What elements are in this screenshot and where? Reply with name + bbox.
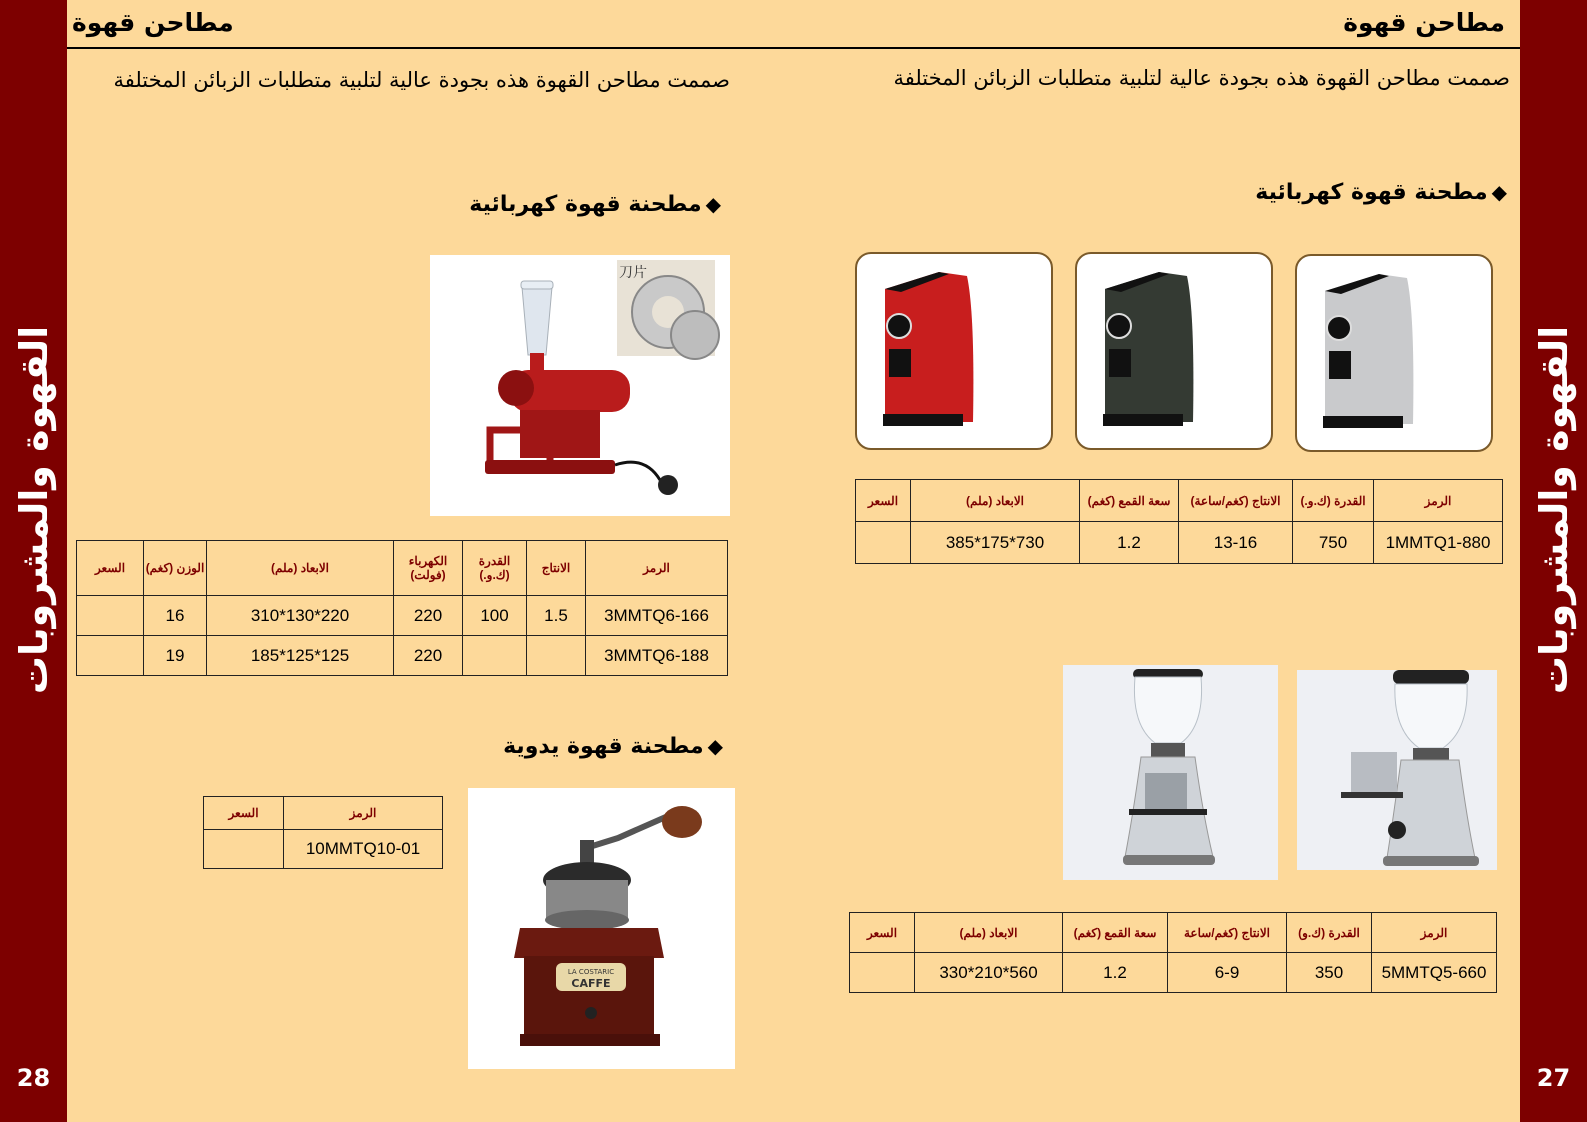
table-header: الابعاد (ملم) (915, 913, 1063, 953)
table-cell: 730*175*385 (911, 522, 1080, 564)
table-cell: 100 (463, 596, 527, 636)
black-grinder-card (1075, 252, 1273, 450)
table-header: السعر (856, 480, 911, 522)
table-cell: 6-9 (1168, 953, 1287, 993)
table-cell: 220 (394, 636, 463, 676)
left-electric-heading: ◆مطحنة قهوة كهربائية (469, 192, 721, 217)
table-row (856, 522, 1503, 564)
table-header: الوزن (كغم) (144, 541, 207, 596)
table-cell: 1MMTQ1-880 (1374, 522, 1503, 564)
table-cell: 220 (394, 596, 463, 636)
left-electric-table (76, 540, 728, 676)
table-header: القدرة (ك.و) (1287, 913, 1372, 953)
left-manual-table (203, 796, 443, 869)
left-header-title: مطاحن قهوة (72, 8, 234, 37)
left-page-number: 28 (16, 1064, 51, 1092)
silver-grinder-card (1295, 254, 1493, 452)
table-cell: 3MMTQ6-188 (586, 636, 728, 676)
table-header: الابعاد (ملم) (911, 480, 1080, 522)
left-sidebar (0, 0, 67, 1122)
table-cell: 1.5 (527, 596, 586, 636)
left-sidebar-title: القهوة والمشروبات (11, 325, 56, 695)
espresso-grinder-photo-1 (1063, 665, 1278, 880)
table-header: سعة القمع (كغم) (1080, 480, 1179, 522)
right-header-title: مطاحن قهوة (1343, 8, 1505, 37)
table-cell (77, 636, 144, 676)
table-header: الابعاد (ملم) (207, 541, 394, 596)
table-header: القدرة (ك.و.) (1293, 480, 1374, 522)
table-cell: 125*125*185 (207, 636, 394, 676)
caffe-label-top: LA COSTARIC (567, 968, 615, 976)
table-cell (77, 596, 144, 636)
right-sidebar-title: القهوة والمشروبات (1531, 325, 1576, 695)
table-row (850, 953, 1497, 993)
table-header: الانتاج (527, 541, 586, 596)
table-cell: 1.2 (1080, 522, 1179, 564)
table-cell (527, 636, 586, 676)
manual-grinder-photo (468, 788, 735, 1069)
table-cell: 560*210*330 (915, 953, 1063, 993)
table-header: السعر (77, 541, 144, 596)
table-row (77, 636, 728, 676)
table-cell: 3MMTQ6-166 (586, 596, 728, 636)
diamond-bullet-icon: ◆ (705, 192, 721, 216)
table-cell: 13-16 (1179, 522, 1293, 564)
espresso-grinder-photo-2 (1297, 670, 1497, 870)
table-cell: 1.2 (1063, 953, 1168, 993)
right-sidebar (1520, 0, 1587, 1122)
table-cell (204, 830, 284, 869)
table-header: القدرة (ك.و.) (463, 541, 527, 596)
left-intro: صممت مطاحن القهوة هذه بجودة عالية لتلبية متطلبات الزبائن المختلفة (113, 68, 730, 92)
table-header: الانتاج (كغم/ساعة) (1179, 480, 1293, 522)
red-electric-grinder-photo (430, 255, 730, 516)
right-page-number: 27 (1536, 1064, 1571, 1092)
table-header: الرمز (1372, 913, 1497, 953)
table-cell: 350 (1287, 953, 1372, 993)
table-header: السعر (850, 913, 915, 953)
burr-photo-label: 刀片 (619, 265, 647, 281)
table-cell (850, 953, 915, 993)
table-row (77, 596, 728, 636)
table-row (204, 830, 443, 869)
header-divider (67, 47, 1520, 49)
table-cell: 10MMTQ10-01 (284, 830, 443, 869)
caffe-label: CAFFE (571, 977, 611, 990)
table-header: الانتاج (كغم/ساعة (1168, 913, 1287, 953)
table-cell (463, 636, 527, 676)
right-table-2 (849, 912, 1497, 993)
table-header: سعة القمع (كغم) (1063, 913, 1168, 953)
table-header: الرمز (1374, 480, 1503, 522)
right-table-1 (855, 479, 1503, 564)
table-header: الرمز (586, 541, 728, 596)
table-header: السعر (204, 797, 284, 830)
table-cell (856, 522, 911, 564)
left-manual-heading: ◆مطحنة قهوة يدوية (503, 734, 723, 759)
table-header: الكهرباء (فولت) (394, 541, 463, 596)
diamond-bullet-icon: ◆ (707, 734, 723, 758)
table-cell: 19 (144, 636, 207, 676)
table-cell: 220*130*310 (207, 596, 394, 636)
right-electric-heading: ◆مطحنة قهوة كهربائية (1255, 180, 1507, 205)
table-cell: 5MMTQ5-660 (1372, 953, 1497, 993)
right-intro: صممت مطاحن القهوة هذه بجودة عالية لتلبية متطلبات الزبائن المختلفة (893, 66, 1510, 90)
diamond-bullet-icon: ◆ (1491, 180, 1507, 204)
table-header: الرمز (284, 797, 443, 830)
table-cell: 16 (144, 596, 207, 636)
red-grinder-card (855, 252, 1053, 450)
table-cell: 750 (1293, 522, 1374, 564)
